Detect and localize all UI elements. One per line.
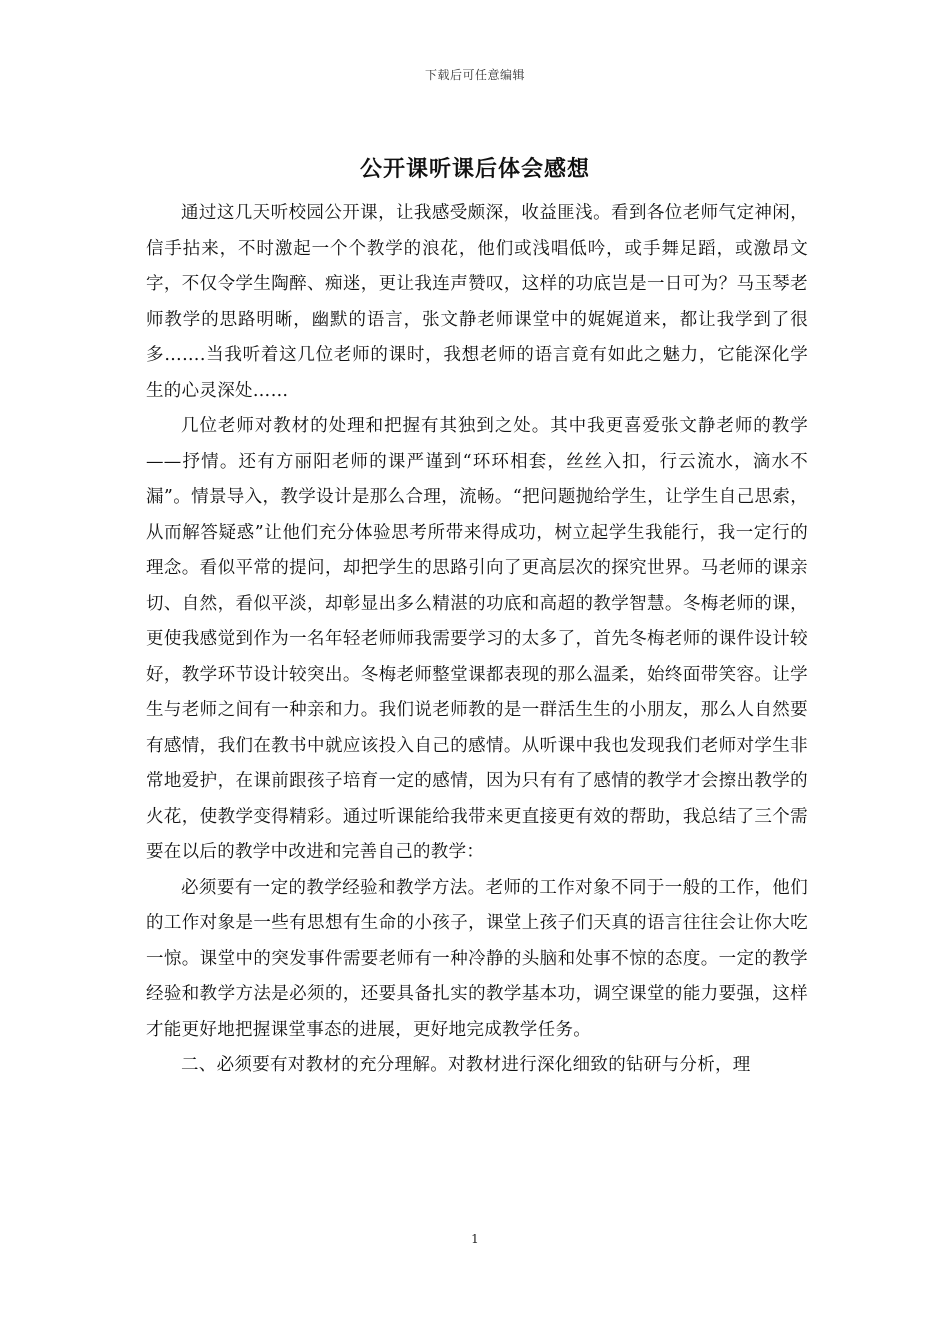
page-number: 1 [471,1232,479,1246]
paragraph-1: 通过这几天听校园公开课，让我感受颇深，收益匪浅。看到各位老师气定神闲，信手拈来，不时激起一个个教学的浪花，他们或浅唱低吟，或手舞足蹈，或激昂文字，不仅令学生陶醉、痴迷，更让我连声赞叹，这样的功底岂是一日可为？马玉琴老师教学的思路明晰，幽默的语言，张文静老师课堂中的娓娓道来，都让我学到了很多…….当我听着这几位老师的课时，我想老师的语言竟有如此之魅力，它能深化学生的心灵深处…… [146,203,808,401]
document-title: 公开课听课后体会感想 [359,157,590,182]
document-body [146,196,808,1084]
paragraph-3: 必须要有一定的教学经验和教学方法。老师的工作对象不同于一般的工作，他们的工作对象是一些有思想有生命的小孩子，课堂上孩子们天真的语言往往会让你大吃一惊。课堂中的突发事件需要老师有一种冷静的头脑和处事不惊的态度。一定的教学经验和教学方法是必须的，还要具备扎实的教学基本功，调空课堂的能力要强，这样才能更好地把握课堂事态的进展，更好地完成教学任务。 [146,877,808,1040]
paragraph-2: 几位老师对教材的处理和把握有其独到之处。其中我更喜爱张文静老师的教学——抒情。还有方丽阳老师的课严谨到“环环相套，丝丝入扣，行云流水，滴水不漏”。情景导入，教学设计是那么合理，流畅。“把问题抛给学生，让学生自己思索，从而解答疑惑”让他们充分体验思考所带来得成功，树立起学生我能行，我一定行的理念。看似平常的提问，却把学生的思路引向了更高层次的探究世界。马老师的课亲切、自然，看似平淡，却彰显出多么精湛的功底和高超的教学智慧。冬梅老师的课，更使我感觉到作为一名年轻老师师我需要学习的太多了，首先冬梅老师的课件设计较好，教学环节设计较突出。冬梅老师整堂课都表现的那么温柔，始终面带笑容。让学生与老师之间有一种亲和力。我们说老师教的是一群活生生的小朋友，那么人自然要有感情，我们在教书中就应该投入自己的感情。从听课中我也发现我们老师对学生非常地爱护，在课前跟孩子培育一定的感情，因为只有有了感情的教学才会擦出教学的火花，使教学变得精彩。通过听课能给我带来更直接更有效的帮助，我总结了三个需要在以后的教学中改进和完善自己的教学： [146,416,808,862]
paragraph-4: 二、必须要有对教材的充分理解。对教材进行深化细致的钻研与分析，理 [181,1055,751,1075]
header-note: 下载后可任意编辑 [424,68,525,82]
